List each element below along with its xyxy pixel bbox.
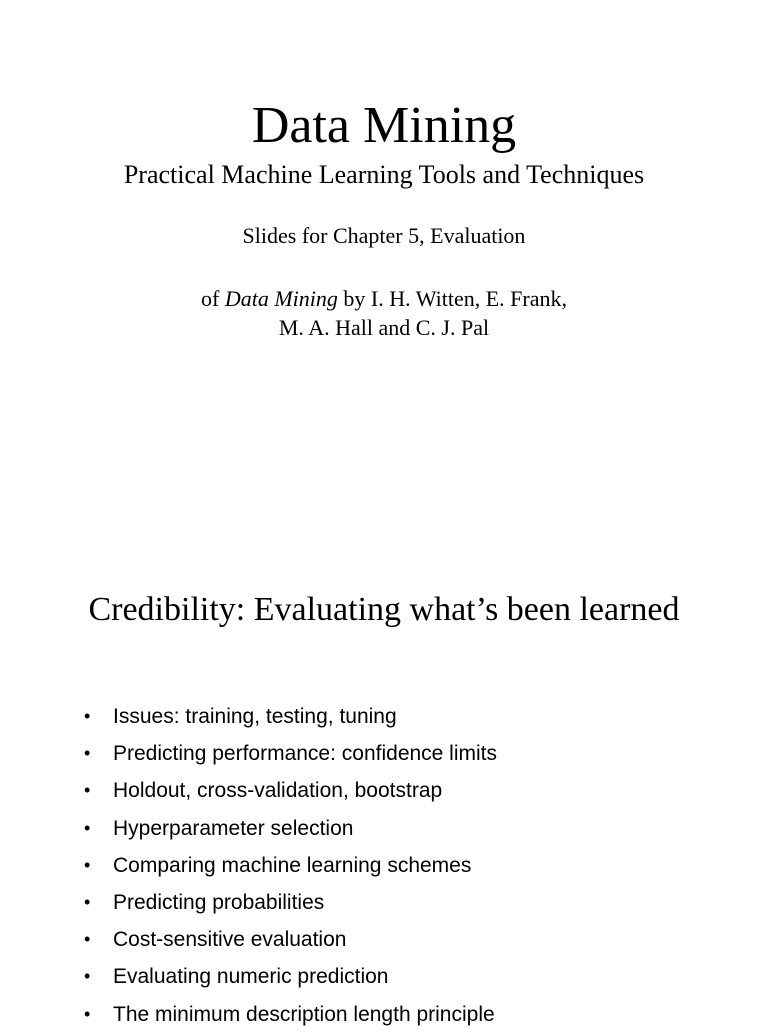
book-title: Data Mining <box>224 286 338 311</box>
credit-line-2: M. A. Hall and C. J. Pal <box>278 315 490 340</box>
list-item <box>84 921 497 958</box>
bullet-icon: • <box>84 1003 91 1024</box>
chapter-label: Slides for Chapter 5, Evaluation <box>242 223 526 248</box>
list-item-text: Cost-sensitive evaluation <box>113 928 347 952</box>
list-item-text: Predicting probabilities <box>113 890 325 914</box>
bullet-icon: • <box>84 854 91 875</box>
topic-list <box>84 698 497 1033</box>
list-item-text: Predicting performance: confidence limits <box>113 742 498 766</box>
contents-slide <box>0 560 768 1024</box>
bullet-icon: • <box>84 817 91 838</box>
bullet-icon: • <box>84 706 91 726</box>
list-item-text: Comparing machine learning schemes <box>113 853 472 877</box>
author-credit <box>0 284 768 342</box>
list-item <box>84 958 497 995</box>
bullet-icon: • <box>84 780 91 801</box>
bullet-icon: • <box>84 743 91 764</box>
list-item <box>84 996 497 1033</box>
credit-authors: by I. H. Witten, E. Frank, <box>337 286 567 311</box>
list-item <box>84 735 497 772</box>
list-item <box>84 847 497 884</box>
list-item-text: Holdout, cross-validation, bootstrap <box>113 779 443 803</box>
bullet-icon: • <box>84 929 91 950</box>
list-item-text: Hyperparameter selection <box>113 816 354 840</box>
credit-prefix: of <box>201 286 225 311</box>
list-item <box>84 772 497 809</box>
slide-title: Data Mining <box>251 97 517 154</box>
slide-heading: Credibility: Evaluating what’s been learned <box>88 591 680 628</box>
list-item <box>84 810 497 847</box>
list-item <box>84 698 497 735</box>
credit-line-1 <box>0 284 768 313</box>
list-item-text: Evaluating numeric prediction <box>113 965 389 989</box>
list-item-text: The minimum description length principle <box>113 1002 495 1026</box>
list-item-text: Issues: training, testing, tuning <box>113 705 397 728</box>
list-item <box>84 884 497 921</box>
bullet-icon: • <box>84 966 91 987</box>
bullet-icon: • <box>84 891 91 912</box>
slide-subtitle: Practical Machine Learning Tools and Techniques <box>123 160 645 189</box>
